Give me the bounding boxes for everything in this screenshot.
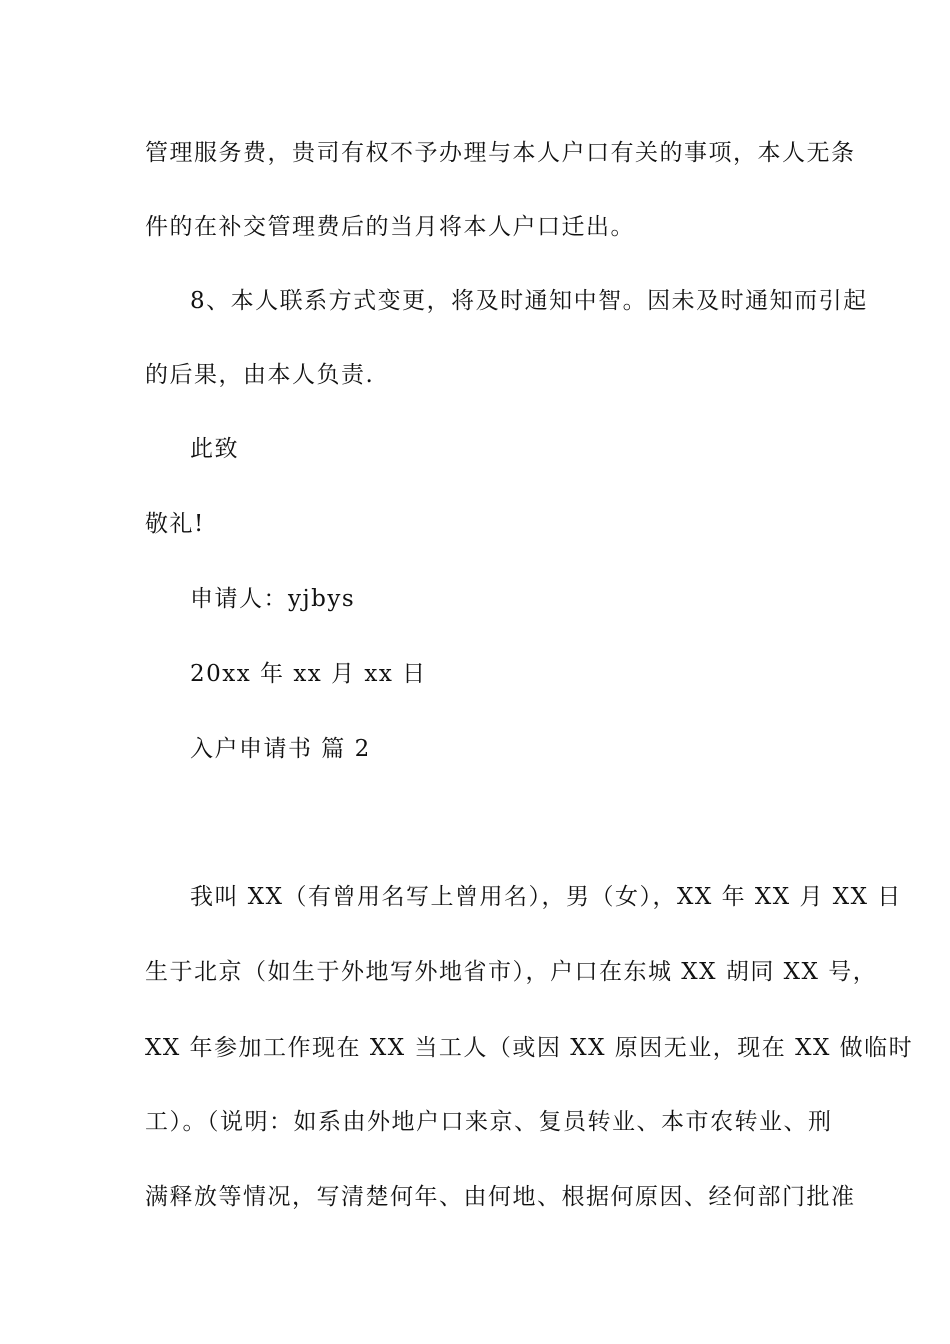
- paragraph-line: 工）。（说明：如系由外地户口来京、复员转业、本市农转业、刑: [145, 1109, 833, 1135]
- section-heading: 入户申请书 篇 2: [190, 736, 371, 762]
- paragraph-line: 我叫 XX（有曾用名写上曾用名），男（女），XX 年 XX 月 XX 日: [190, 884, 902, 910]
- closing-regards: 敬礼!: [145, 511, 205, 537]
- paragraph-line: XX 年参加工作现在 XX 当工人（或因 XX 原因无业，现在 XX 做临时: [145, 1035, 914, 1061]
- paragraph-line: 件的在补交管理费后的当月将本人户口迁出。: [145, 214, 635, 240]
- paragraph-line: 的后果，由本人负责.: [145, 362, 375, 388]
- paragraph-line: 管理服务费，贵司有权不予办理与本人户口有关的事项，本人无条: [145, 140, 856, 166]
- date-line: 20xx 年 xx 月 xx 日: [190, 661, 427, 687]
- clause-8-line: 8、本人联系方式变更，将及时通知中智。因未及时通知而引起: [190, 288, 868, 314]
- paragraph-line: 满释放等情况，写清楚何年、由何地、根据何原因、经何部门批准: [145, 1184, 856, 1210]
- applicant-signature: 申请人：yjbys: [190, 586, 356, 612]
- paragraph-line: 生于北京（如生于外地写外地省市），户口在东城 XX 胡同 XX 号，: [145, 959, 878, 985]
- closing-salutation: 此致: [190, 436, 239, 462]
